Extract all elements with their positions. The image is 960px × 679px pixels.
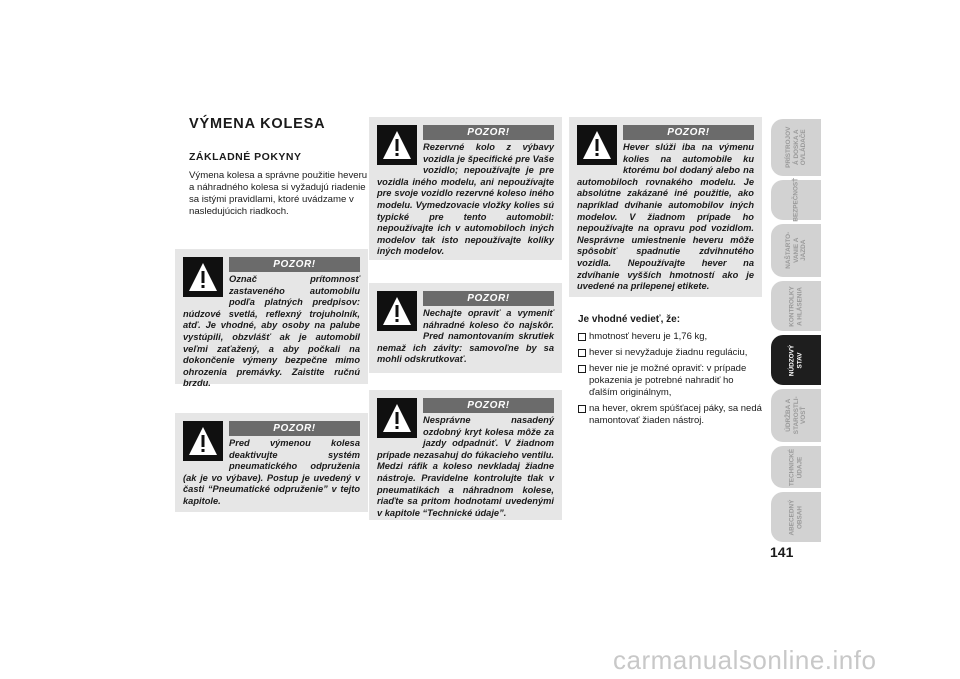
tab-nudzovy-stav[interactable]: NÚDZOVÝ STAV bbox=[771, 335, 821, 385]
warning-label: POZOR! bbox=[423, 291, 554, 306]
warning-label: POZOR! bbox=[423, 398, 554, 413]
checkbox-bullet-icon bbox=[578, 405, 586, 413]
page-title: VÝMENA KOLESA bbox=[189, 116, 326, 132]
warning-text: Hever slúži iba na výmenu kolies na automobile ku ktorému bol dodaný alebo na automobiloch rovnakého modelu. Je absolútne zakázané iné použitie, ako napríklad dvíhanie automobilov iných modelov. V žiadnom prípade ho nepoužívajte na opravu pod vozidlom. Nesprávne umiestnenie heveru môže spôsobiť spadnutie zdvihnutého vozidla. Nepoužívajte hever na zdvíhanie vyšších hmotností ako je uvedené na prilepenej etikete. bbox=[577, 142, 754, 292]
warning-icon bbox=[377, 291, 417, 331]
list-item: hever nie je možné opraviť: v prípade pokazenia je potrebné nahradiť ho ďalším originálnym, bbox=[578, 363, 764, 399]
warning-label: POZOR! bbox=[623, 125, 754, 140]
warning-label: POZOR! bbox=[423, 125, 554, 140]
warning-label: POZOR! bbox=[229, 421, 360, 436]
warning-box-3 bbox=[369, 117, 562, 260]
warning-box-4 bbox=[369, 283, 562, 373]
page-number: 141 bbox=[770, 544, 794, 560]
tab-pristrojova-doska[interactable]: PRÍSTROJOV Á DOSKA A OVLÁDAČE bbox=[771, 119, 821, 176]
warning-text: Označ prítomnosť zastaveného automobilu podľa platných predpisov: núdzové svetlá, reflexný trojuholník, atď. Je vhodné, aby osoby na palube vystúpili, obzvlášť ak je automobil veľmi zaťažený, a aby počkali na dokončenie výmeny bezpečne mimo ohrozenia premávky. Zaistite ručnú brzdu. bbox=[183, 274, 360, 389]
checkbox-bullet-icon bbox=[578, 333, 586, 341]
warning-icon bbox=[183, 257, 223, 297]
warning-icon bbox=[377, 125, 417, 165]
warning-box-6 bbox=[569, 117, 762, 297]
warning-text: Pred výmenou kolesa deaktivujte systém pneumatického odpruženia (ak je vo výbave). Postup je uvedený v časti “Pneumatické odpruženie” v tejto kapitole. bbox=[183, 438, 360, 506]
warning-text: Nesprávne nasadený ozdobný kryt kolesa môže za jazdy odpadnúť. V žiadnom prípade nezasahuj do fúkacieho ventilu. Medzi ráfik a koleso nevkladaj žiadne nástroje. Pravidelne kontrolujte tlak v pneumatikách a náhradnom kolese, riaďte sa pritom hodnotami uvedenými v kapitole “Technické údaje”. bbox=[377, 415, 554, 518]
warning-text: Rezervné kolo z výbavy vozidla je špecifické pre Vaše vozidlo; nepoužívajte je pre vozidla iného modelu, ani nepoužívajte pre svoje vozidlo rezervné koleso iného modelu. Vymedzovacie vložky kolies sú typické pre tento automobil: nepoužívajte ich v automobiloch iných modelov tak isto nepoužívajte kolíky iných modelov. bbox=[377, 142, 554, 257]
info-lead: Je vhodné vedieť, že: bbox=[578, 314, 681, 325]
warning-text: Nechajte opraviť a vymeniť náhradné koleso čo najskôr. Pred namontovaním skrutiek nemaž ich závity: samovoľne by sa mohli odskrutkovať. bbox=[377, 308, 554, 365]
warning-icon bbox=[377, 398, 417, 438]
section-title: ZÁKLADNÉ POKYNY bbox=[189, 151, 302, 163]
warning-box-1 bbox=[175, 249, 368, 389]
tab-nastartovanie[interactable]: NAŠTARTO- VANIE A JAZDA bbox=[771, 224, 821, 277]
tab-udrzba[interactable]: ÚDRŽBA A STAROSTLI- VOSŤ bbox=[771, 389, 821, 442]
list-item: na hever, okrem spúšťacej páky, sa nedá namontovať žiaden nástroj. bbox=[578, 403, 764, 427]
tab-technicke-udaje[interactable]: TECHNICKÉ ÚDAJE bbox=[771, 446, 821, 488]
intro-paragraph: Výmena kolesa a správne použitie heveru a náhradného kolesa si vyžadujú riadenie sa istými pravidlami, ktoré uvádzame v nasledujúcich riadkoch. bbox=[189, 170, 368, 217]
list-item: hever si nevyžaduje žiadnu reguláciu, bbox=[578, 347, 764, 359]
checkbox-bullet-icon bbox=[578, 349, 586, 357]
warning-icon bbox=[183, 421, 223, 461]
checkbox-bullet-icon bbox=[578, 365, 586, 373]
tab-abecedny-obsah[interactable]: ABECEDNÝ OBSAH bbox=[771, 492, 821, 542]
warning-icon bbox=[577, 125, 617, 165]
warning-box-2 bbox=[175, 413, 368, 512]
watermark: carmanualsonline.info bbox=[613, 645, 877, 675]
tab-kontrolky[interactable]: KONTROLKY A HLÁSENIA bbox=[771, 281, 821, 331]
warning-label: POZOR! bbox=[229, 257, 360, 272]
warning-box-5 bbox=[369, 390, 562, 520]
info-list bbox=[578, 331, 764, 431]
tab-bezpecnost[interactable]: BEZPEČNOSŤ bbox=[771, 180, 821, 220]
list-item: hmotnosť heveru je 1,76 kg, bbox=[578, 331, 764, 343]
